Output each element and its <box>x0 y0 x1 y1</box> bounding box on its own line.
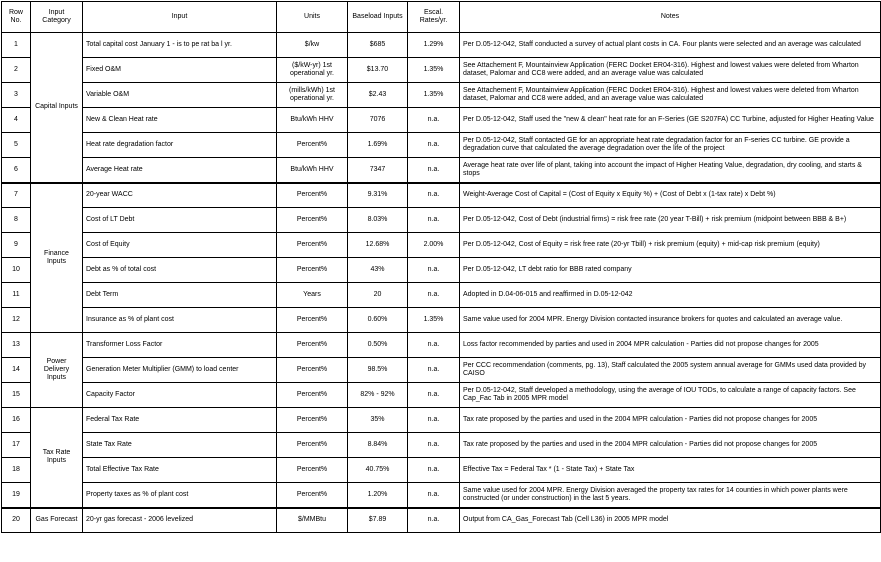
escalation-rate: 1.35% <box>408 308 460 333</box>
units-cell: Btu/kWh HHV <box>277 158 348 183</box>
table-row <box>2 333 881 358</box>
table-row <box>2 458 881 483</box>
input-category: Capital Inputs <box>31 33 83 183</box>
input-name: Property taxes as % of plant cost <box>83 483 277 508</box>
escalation-rate: 1.29% <box>408 33 460 58</box>
table-row <box>2 308 881 333</box>
header-row <box>2 2 881 33</box>
input-name: 20-year WACC <box>83 183 277 208</box>
input-category: Power Delivery Inputs <box>31 333 83 408</box>
table-row <box>2 233 881 258</box>
table-row <box>2 133 881 158</box>
units-cell: Percent% <box>277 483 348 508</box>
row-number: 12 <box>2 308 31 333</box>
units-cell: Percent% <box>277 408 348 433</box>
baseload-value: $7.89 <box>348 508 408 533</box>
units-cell: (mills/kWh) 1st operational yr. <box>277 83 348 108</box>
escalation-rate: n.a. <box>408 208 460 233</box>
row-number: 10 <box>2 258 31 283</box>
escalation-rate: n.a. <box>408 183 460 208</box>
table-row <box>2 433 881 458</box>
table-row <box>2 383 881 408</box>
input-name: Total capital cost January 1 - is to pe rat ba l yr. <box>83 33 277 58</box>
table-row <box>2 158 881 183</box>
row-number: 14 <box>2 358 31 383</box>
notes-cell: Loss factor recommended by parties and used in 2004 MPR calculation - Parties did not propose changes for 2005 <box>460 333 881 358</box>
row-number: 16 <box>2 408 31 433</box>
notes-cell: Tax rate proposed by the parties and used in the 2004 MPR calculation - Parties did not propose changes for 2005 <box>460 433 881 458</box>
notes-cell: Per D.05-12-042, Staff conducted a survey of actual plant costs in CA. Four plants were selected and an average was calculated <box>460 33 881 58</box>
escalation-rate: n.a. <box>408 108 460 133</box>
units-cell: $/kw <box>277 33 348 58</box>
input-name: Debt Term <box>83 283 277 308</box>
escalation-rate: n.a. <box>408 283 460 308</box>
baseload-value: 8.03% <box>348 208 408 233</box>
units-cell: Percent% <box>277 258 348 283</box>
input-name: Transformer Loss Factor <box>83 333 277 358</box>
notes-cell: See Attachement F, Mountainview Application (FERC Docket ER04-316). Highest and lowest values were deleted from Wharton dataset, Palomar and CC8 were added, and an average value was calculated <box>460 83 881 108</box>
row-number: 20 <box>2 508 31 533</box>
units-cell: Percent% <box>277 333 348 358</box>
input-name: Cost of LT Debt <box>83 208 277 233</box>
row-number: 18 <box>2 458 31 483</box>
escalation-rate: n.a. <box>408 508 460 533</box>
table-body <box>2 33 881 533</box>
units-cell: Percent% <box>277 358 348 383</box>
baseload-value: 8.84% <box>348 433 408 458</box>
notes-cell: Effective Tax = Federal Tax * (1 - State Tax) + State Tax <box>460 458 881 483</box>
input-name: State Tax Rate <box>83 433 277 458</box>
row-number: 7 <box>2 183 31 208</box>
input-name: Insurance as % of plant cost <box>83 308 277 333</box>
header-escal: Escal. Rates/yr. <box>408 2 460 33</box>
baseload-value: 12.68% <box>348 233 408 258</box>
escalation-rate: n.a. <box>408 408 460 433</box>
input-name: Fixed O&M <box>83 58 277 83</box>
escalation-rate: 1.35% <box>408 58 460 83</box>
escalation-rate: n.a. <box>408 133 460 158</box>
input-name: Variable O&M <box>83 83 277 108</box>
header-input: Input <box>83 2 277 33</box>
escalation-rate: n.a. <box>408 483 460 508</box>
row-number: 3 <box>2 83 31 108</box>
escalation-rate: n.a. <box>408 158 460 183</box>
input-category: Finance Inputs <box>31 183 83 333</box>
input-name: Debt as % of total cost <box>83 258 277 283</box>
table-row <box>2 283 881 308</box>
baseload-value: $13.70 <box>348 58 408 83</box>
table-row <box>2 258 881 283</box>
table-row <box>2 58 881 83</box>
row-number: 17 <box>2 433 31 458</box>
row-number: 19 <box>2 483 31 508</box>
units-cell: $/MMBtu <box>277 508 348 533</box>
input-name: Total Effective Tax Rate <box>83 458 277 483</box>
baseload-value: 35% <box>348 408 408 433</box>
units-cell: Btu/kWh HHV <box>277 108 348 133</box>
row-number: 5 <box>2 133 31 158</box>
input-name: New & Clean Heat rate <box>83 108 277 133</box>
input-name: 20-yr gas forecast - 2006 levelized <box>83 508 277 533</box>
units-cell: Percent% <box>277 433 348 458</box>
table-row <box>2 208 881 233</box>
notes-cell: Weight-Average Cost of Capital = (Cost of Equity x Equity %) + (Cost of Debt x (1-tax rate) x Debt %) <box>460 183 881 208</box>
baseload-value: 7076 <box>348 108 408 133</box>
input-name: Capacity Factor <box>83 383 277 408</box>
header-category: Input Category <box>31 2 83 33</box>
header-baseload: Baseload Inputs <box>348 2 408 33</box>
row-number: 8 <box>2 208 31 233</box>
header-notes: Notes <box>460 2 881 33</box>
row-number: 4 <box>2 108 31 133</box>
notes-cell: Per D.05-12-042, Staff contacted GE for an appropriate heat rate degradation factor for an F-series CC turbine. GE provide a degradation curve that calculated the average degradation over the life of the project <box>460 133 881 158</box>
notes-cell: Tax rate proposed by the parties and used in the 2004 MPR calculation - Parties did not propose changes for 2005 <box>460 408 881 433</box>
baseload-value: 43% <box>348 258 408 283</box>
table-row <box>2 408 881 433</box>
input-name: Heat rate degradation factor <box>83 133 277 158</box>
notes-cell: Per D.05-12-042, Staff used the "new & clean" heat rate for an F-Series (GE S207FA) CC Turbine, adjusted for Higher Heating Value <box>460 108 881 133</box>
units-cell: Percent% <box>277 458 348 483</box>
baseload-value: 1.69% <box>348 133 408 158</box>
units-cell: Percent% <box>277 308 348 333</box>
notes-cell: Per CCC recommendation (comments, pg. 13), Staff calculated the 2005 system annual average for GMMs used data provided by CAISO <box>460 358 881 383</box>
input-category: Tax Rate Inputs <box>31 408 83 508</box>
units-cell: Percent% <box>277 183 348 208</box>
notes-cell: Adopted in D.04-06-015 and reaffirmed in D.05-12-042 <box>460 283 881 308</box>
escalation-rate: n.a. <box>408 258 460 283</box>
row-number: 9 <box>2 233 31 258</box>
escalation-rate: n.a. <box>408 358 460 383</box>
table-row <box>2 358 881 383</box>
header-row-no: Row No. <box>2 2 31 33</box>
escalation-rate: 2.00% <box>408 233 460 258</box>
table-row <box>2 183 881 208</box>
row-number: 2 <box>2 58 31 83</box>
baseload-value: 98.5% <box>348 358 408 383</box>
escalation-rate: n.a. <box>408 458 460 483</box>
row-number: 11 <box>2 283 31 308</box>
notes-cell: Average heat rate over life of plant, taking into account the impact of Higher Heating Value, degradation, dry cooling, and starts & stops <box>460 158 881 183</box>
units-cell: Percent% <box>277 383 348 408</box>
row-number: 13 <box>2 333 31 358</box>
baseload-value: 0.60% <box>348 308 408 333</box>
units-cell: Years <box>277 283 348 308</box>
baseload-value: 20 <box>348 283 408 308</box>
notes-cell: Per D.05-12-042, Cost of Equity = risk free rate (20-yr Tbill) + risk premium (equity) + mid-cap risk premium (equity) <box>460 233 881 258</box>
notes-cell: See Attachement F, Mountainview Application (FERC Docket ER04-316). Highest and lowest values were deleted from Wharton dataset, Palomar and CC8 were added, and an average value was calculated <box>460 58 881 83</box>
table-row <box>2 83 881 108</box>
input-category: Gas Forecast <box>31 508 83 533</box>
table-row <box>2 508 881 533</box>
notes-cell: Same value used for 2004 MPR. Energy Division averaged the property tax rates for 14 counties in which power plants were constructed (or under construction) in the last 5 years. <box>460 483 881 508</box>
baseload-value: 40.75% <box>348 458 408 483</box>
row-number: 1 <box>2 33 31 58</box>
notes-cell: Per D.05-12-042, LT debt ratio for BBB rated company <box>460 258 881 283</box>
units-cell: Percent% <box>277 233 348 258</box>
escalation-rate: n.a. <box>408 433 460 458</box>
row-number: 6 <box>2 158 31 183</box>
escalation-rate: 1.35% <box>408 83 460 108</box>
input-name: Cost of Equity <box>83 233 277 258</box>
baseload-value: 9.31% <box>348 183 408 208</box>
escalation-rate: n.a. <box>408 383 460 408</box>
input-name: Average Heat rate <box>83 158 277 183</box>
inputs-table <box>1 1 881 533</box>
notes-cell: Same value used for 2004 MPR. Energy Division contacted insurance brokers for quotes and calculated an average value. <box>460 308 881 333</box>
units-cell: Percent% <box>277 133 348 158</box>
baseload-value: 7347 <box>348 158 408 183</box>
table-row <box>2 33 881 58</box>
units-cell: Percent% <box>277 208 348 233</box>
row-number: 15 <box>2 383 31 408</box>
baseload-value: 0.50% <box>348 333 408 358</box>
notes-cell: Per D.05-12-042, Cost of Debt (industrial firms) = risk free rate (20 year T-Bill) + risk premium (midpoint between BBB & B+) <box>460 208 881 233</box>
input-name: Federal Tax Rate <box>83 408 277 433</box>
baseload-value: $2.43 <box>348 83 408 108</box>
baseload-value: 82% - 92% <box>348 383 408 408</box>
input-name: Generation Meter Multiplier (GMM) to load center <box>83 358 277 383</box>
notes-cell: Output from CA_Gas_Forecast Tab (Cell L36) in 2005 MPR model <box>460 508 881 533</box>
header-units: Units <box>277 2 348 33</box>
units-cell: ($/kW-yr) 1st operational yr. <box>277 58 348 83</box>
escalation-rate: n.a. <box>408 333 460 358</box>
notes-cell: Per D.05-12-042, Staff developed a methodology, using the average of IOU TODs, to calculate a range of capacity factors. See Cap_Fac Tab in 2005 MPR model <box>460 383 881 408</box>
baseload-value: $685 <box>348 33 408 58</box>
baseload-value: 1.20% <box>348 483 408 508</box>
table-row <box>2 108 881 133</box>
table-row <box>2 483 881 508</box>
